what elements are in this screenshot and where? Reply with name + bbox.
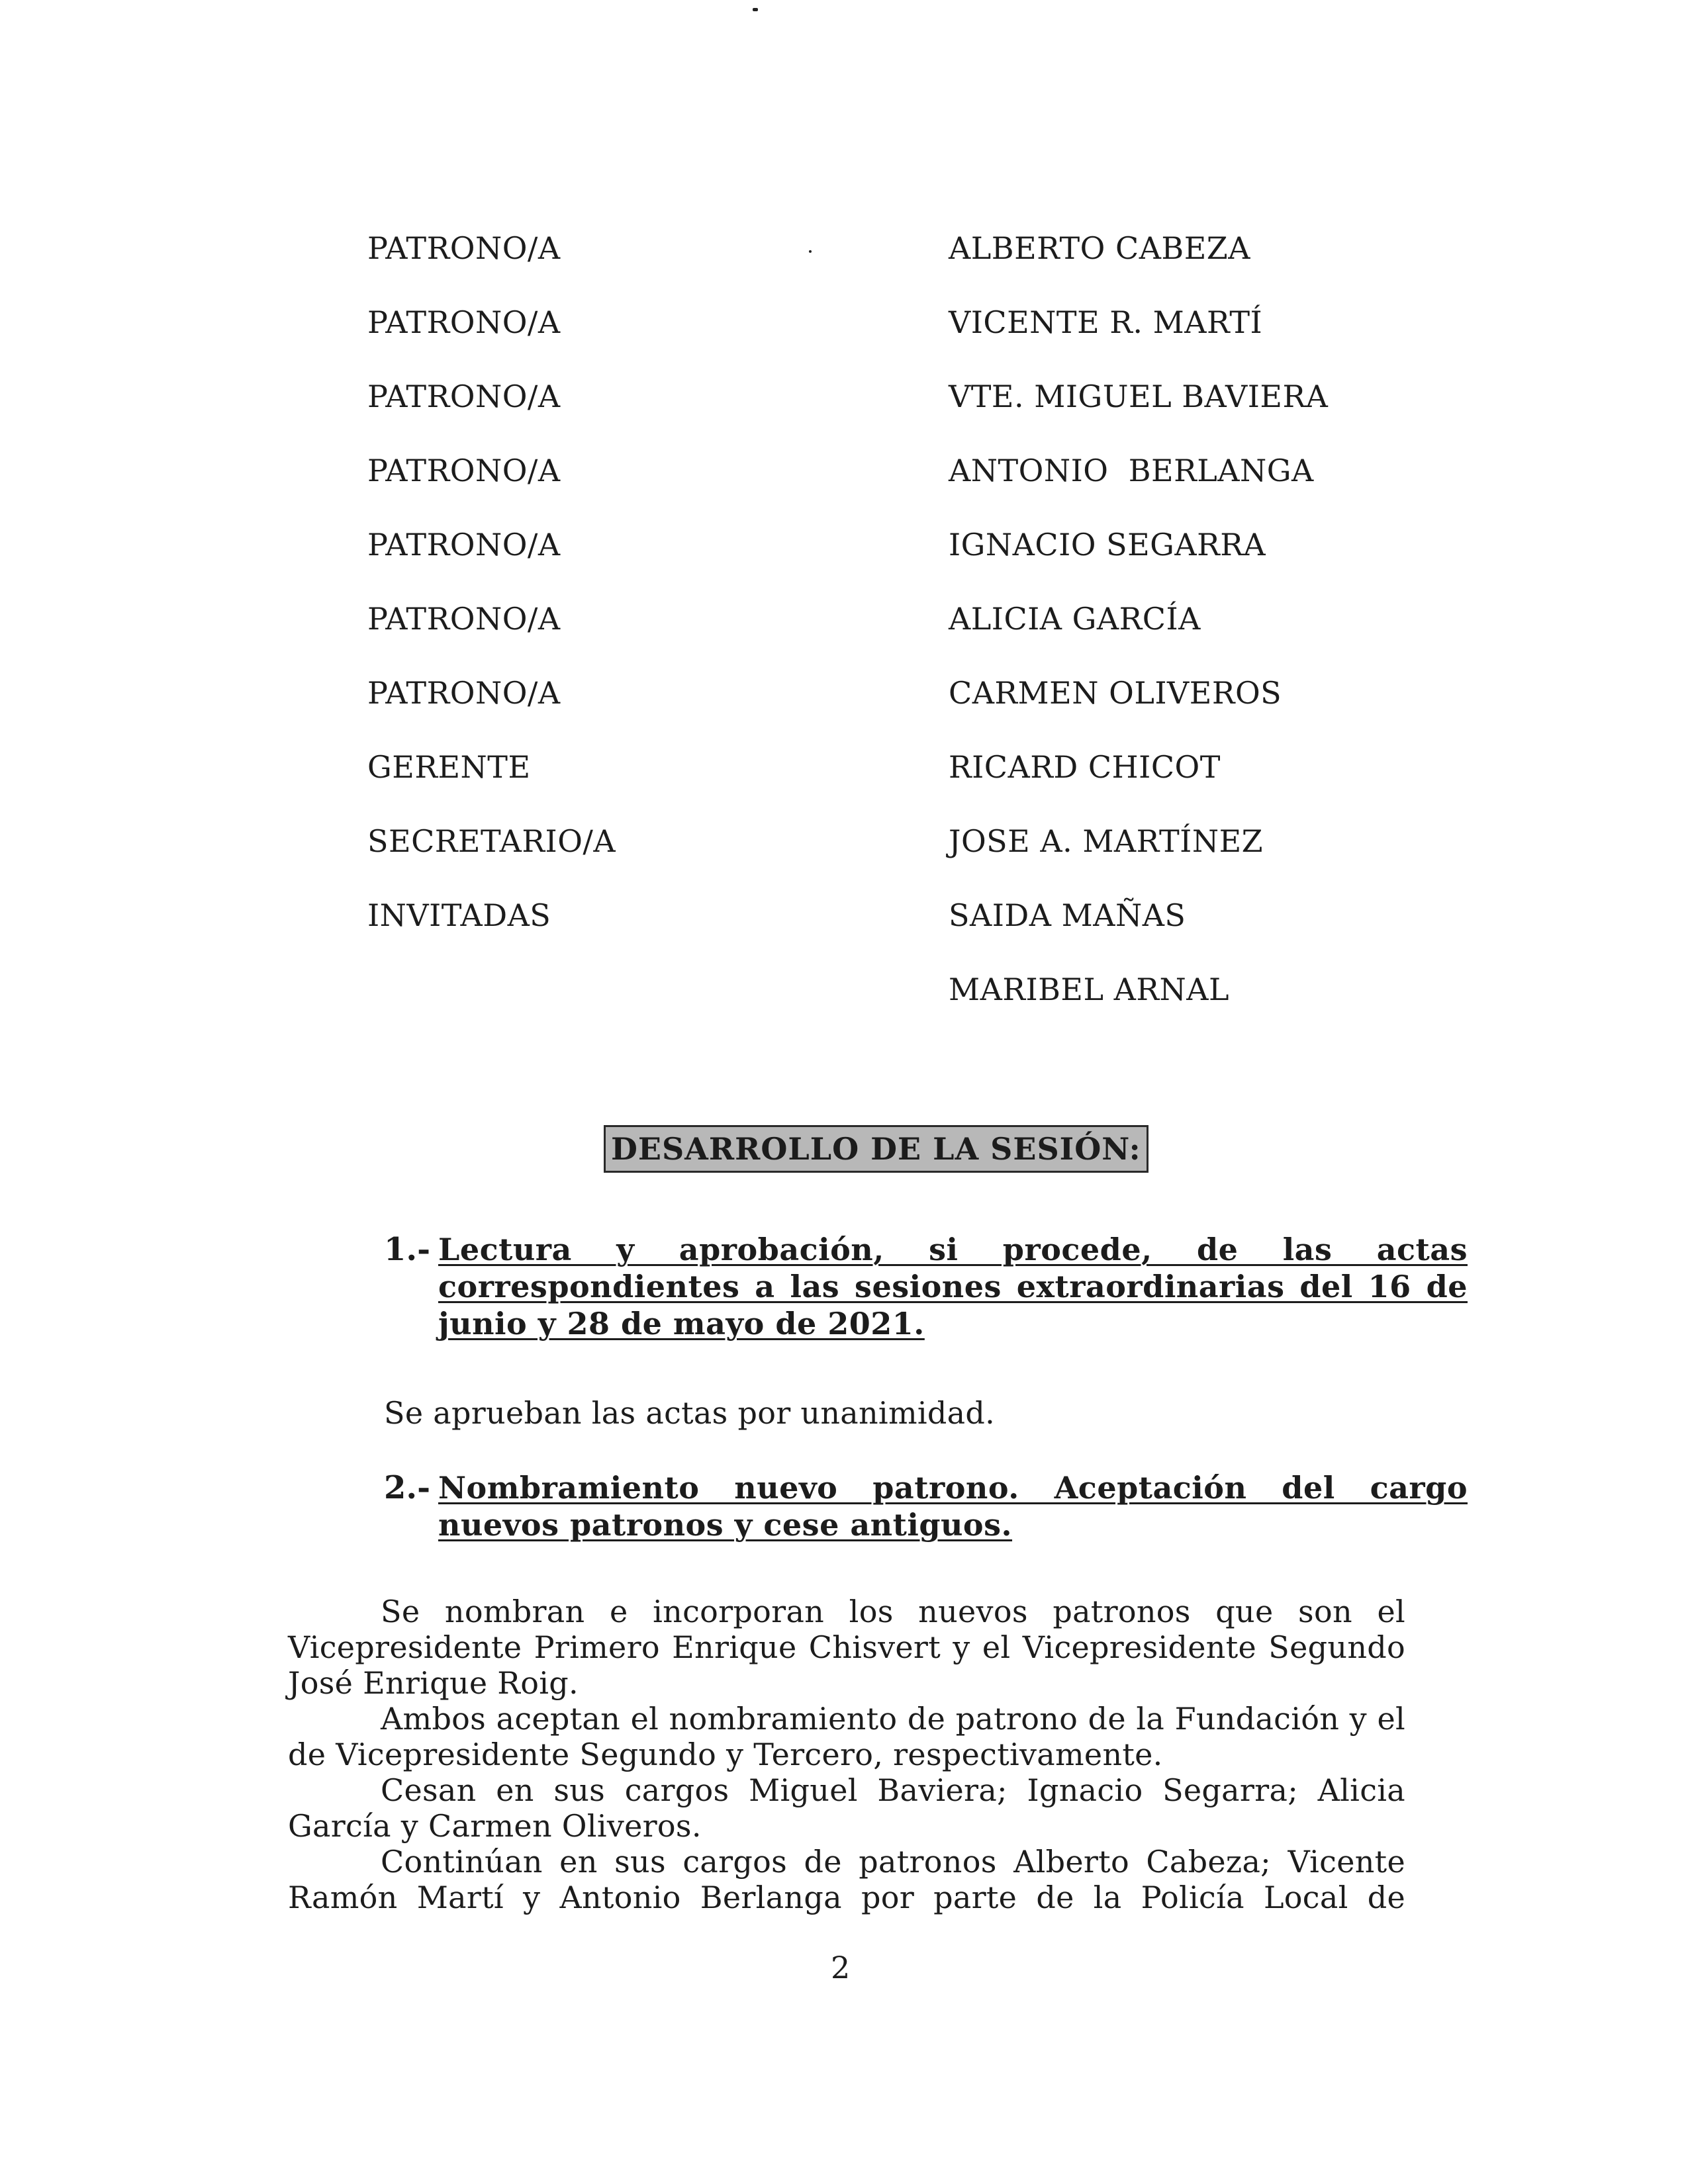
body-paragraph: Se nombran e incorporan los nuevos patronos que son el Vicepresidente Primero Enrique Chisvert y el Vicepresidente Segundo José Enrique Roig. <box>288 1594 1405 1701</box>
attendee-row <box>367 972 1427 1046</box>
attendee-role: INVITADAS <box>367 897 551 933</box>
attendee-name: ANTONIO BERLANGA <box>949 453 1314 488</box>
agenda-title: Nombramiento nuevo patrono. Aceptación del cargo nuevos patronos y cese antiguos. <box>438 1470 1468 1543</box>
agenda-number: 2.- <box>384 1469 431 1506</box>
body-paragraph: Ambos aceptan el nombramiento de patrono de la Fundación y el de Vicepresidente Segundo y Tercero, respectivamente. <box>288 1701 1405 1772</box>
attendee-role: PATRONO/A <box>367 304 561 340</box>
scan-speck <box>753 8 758 11</box>
attendee-role: SECRETARIO/A <box>367 823 616 859</box>
attendee-name: IGNACIO SEGARRA <box>949 527 1266 563</box>
attendee-name: CARMEN OLIVEROS <box>949 675 1282 711</box>
attendee-name: SAIDA MAÑAS <box>949 897 1186 933</box>
attendee-role: GERENTE <box>367 749 531 785</box>
attendee-name: RICARD CHICOT <box>949 749 1221 785</box>
attendee-row <box>367 823 1427 897</box>
attendee-name: JOSE A. MARTÍNEZ <box>949 823 1264 859</box>
body-text <box>288 1594 1405 1915</box>
attendee-role: PATRONO/A <box>367 379 561 414</box>
agenda-number: 1.- <box>384 1231 431 1268</box>
attendee-row <box>367 897 1427 972</box>
agenda-title: Lectura y aprobación, si procede, de las actas correspondientes a las sesiones extraordinarias del 16 de junio y 28 de mayo de 2021. <box>438 1232 1468 1342</box>
body-paragraph: Cesan en sus cargos Miguel Baviera; Ignacio Segarra; Alicia García y Carmen Oliveros. <box>288 1772 1405 1844</box>
attendee-row <box>367 304 1427 379</box>
attendee-name: VICENTE R. MARTÍ <box>949 304 1263 340</box>
page-number: 2 <box>831 1950 851 1985</box>
attendee-role: PATRONO/A <box>367 453 561 488</box>
attendee-name: ALBERTO CABEZA <box>949 230 1250 266</box>
attendee-row <box>367 527 1427 601</box>
approval-text: Se aprueban las actas por unanimidad. <box>384 1395 996 1431</box>
attendee-role: PATRONO/A <box>367 601 561 637</box>
body-paragraph: Continúan en sus cargos de patronos Alberto Cabeza; Vicente Ramón Martí y Antonio Berlanga por parte de la Policía Local de <box>288 1844 1405 1915</box>
attendee-row <box>367 379 1427 453</box>
attendee-role: PATRONO/A <box>367 675 561 711</box>
attendee-row <box>367 675 1427 749</box>
attendee-row <box>367 453 1427 527</box>
section-heading: DESARROLLO DE LA SESIÓN: <box>604 1125 1149 1173</box>
attendee-role: PATRONO/A <box>367 230 561 266</box>
attendee-row <box>367 601 1427 675</box>
attendee-name: MARIBEL ARNAL <box>949 972 1230 1007</box>
attendee-role: PATRONO/A <box>367 527 561 563</box>
attendee-row <box>367 749 1427 823</box>
attendee-row <box>367 230 1427 304</box>
attendee-name: ALICIA GARCÍA <box>949 601 1201 637</box>
attendee-list <box>367 230 1427 1046</box>
attendee-name: VTE. MIGUEL BAVIERA <box>949 379 1329 414</box>
